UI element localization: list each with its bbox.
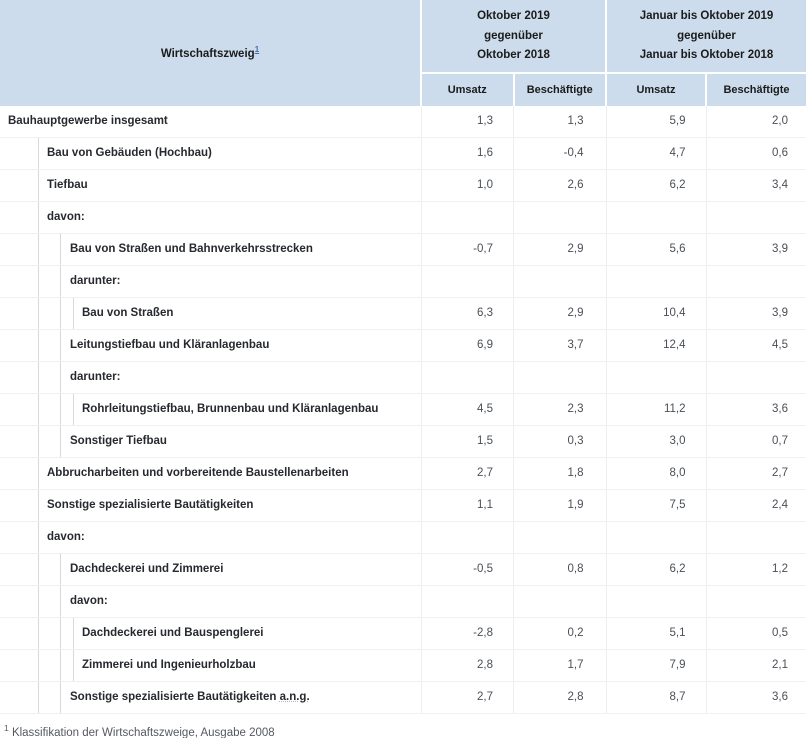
indent-guide-line: [38, 202, 39, 233]
indent-guide-line: [73, 650, 74, 681]
row-label: Leitungstiefbau und Kläranlagenbau: [70, 338, 270, 351]
value-cell: 0,6: [706, 137, 806, 169]
table-row: [0, 233, 806, 265]
table-row: [0, 585, 806, 617]
row-label: darunter:: [70, 370, 121, 383]
indent-guide-line: [60, 362, 61, 393]
value-cell: 1,9: [514, 489, 607, 521]
value-cell: 11,2: [606, 393, 706, 425]
value-cell: 2,9: [514, 233, 607, 265]
indent-guide-line: [38, 426, 39, 457]
value-cell: -0,7: [421, 233, 514, 265]
value-cell: 1,0: [421, 169, 514, 201]
row-label-cell: [0, 265, 421, 297]
indent-guide-line: [38, 618, 39, 649]
value-cell: 4,7: [606, 137, 706, 169]
row-label: Sonstige spezialisierte Bautätigkeiten a.n.g.: [70, 690, 310, 703]
value-cell: 2,8: [421, 649, 514, 681]
row-label-cell: [0, 329, 421, 361]
table-row: [0, 393, 806, 425]
value-cell: 6,2: [606, 169, 706, 201]
row-label: davon:: [47, 530, 85, 543]
row-label: Bauhauptgewerbe insgesamt: [8, 114, 168, 127]
value-cell: 3,4: [706, 169, 806, 201]
value-cell: 12,4: [606, 329, 706, 361]
footnote-marker: 1: [4, 722, 9, 733]
column-header-umsatz-kumuliert: Umsatz: [606, 73, 706, 106]
row-label: Bau von Gebäuden (Hochbau): [47, 146, 212, 159]
indent-guide-line: [60, 298, 61, 329]
row-label-cell: [0, 521, 421, 553]
indent-guide-line: [60, 266, 61, 297]
table-row: [0, 681, 806, 713]
row-label-cell: [0, 681, 421, 713]
value-cell: 5,6: [606, 233, 706, 265]
row-label-cell: [0, 585, 421, 617]
value-cell: 1,3: [421, 106, 514, 138]
table-row: [0, 617, 806, 649]
value-cell: 2,8: [514, 681, 607, 713]
value-cell: [706, 521, 806, 553]
row-label: davon:: [47, 210, 85, 223]
value-cell: 2,0: [706, 106, 806, 138]
row-label: Dachdeckerei und Bauspenglerei: [82, 626, 264, 639]
value-cell: [606, 201, 706, 233]
indent-guide-line: [38, 266, 39, 297]
value-cell: 3,9: [706, 233, 806, 265]
value-cell: 3,6: [706, 681, 806, 713]
indent-guide-line: [38, 490, 39, 521]
group-header-line-1: Januar bis Oktober 2019: [639, 10, 774, 22]
indent-guide-line: [38, 682, 39, 713]
value-cell: [514, 585, 607, 617]
indent-guide-line: [60, 650, 61, 681]
value-cell: 6,3: [421, 297, 514, 329]
row-label-cell: [0, 106, 421, 138]
value-cell: [421, 361, 514, 393]
column-header-beschaeftigte-oktober: Beschäftigte: [514, 73, 607, 106]
value-cell: [606, 361, 706, 393]
value-cell: 3,9: [706, 297, 806, 329]
row-label-cell: [0, 457, 421, 489]
row-label-cell: [0, 553, 421, 585]
row-label: Zimmerei und Ingenieurholzbau: [82, 658, 256, 671]
table-row: [0, 201, 806, 233]
indent-guide-line: [38, 170, 39, 201]
value-cell: [421, 521, 514, 553]
row-label-cell: [0, 361, 421, 393]
indent-guide-line: [38, 298, 39, 329]
row-label: Bau von Straßen und Bahnverkehrsstrecken: [70, 242, 313, 255]
row-label-cell: [0, 169, 421, 201]
value-cell: 2,1: [706, 649, 806, 681]
indent-guide-line: [60, 426, 61, 457]
row-label-cell: [0, 137, 421, 169]
indent-guide-line: [60, 330, 61, 361]
row-label-cell: [0, 425, 421, 457]
row-label-cell: [0, 297, 421, 329]
row-label-cell: [0, 649, 421, 681]
table-row: [0, 137, 806, 169]
value-cell: [514, 201, 607, 233]
group-header-line-2: gegenüber: [677, 29, 736, 42]
row-label: Abbrucharbeiten und vorbereitende Baustellenarbeiten: [47, 466, 349, 479]
value-cell: [706, 201, 806, 233]
table-header: [0, 0, 806, 106]
row-label: Sonstige spezialisierte Bautätigkeiten: [47, 498, 254, 511]
value-cell: 0,3: [514, 425, 607, 457]
group-header-line-1: Oktober 2019: [477, 10, 550, 22]
row-label: Sonstiger Tiefbau: [70, 434, 167, 447]
column-header-beschaeftigte-kumuliert: Beschäftigte: [706, 73, 806, 106]
value-cell: 1,7: [514, 649, 607, 681]
group-header-line-2: gegenüber: [484, 29, 543, 42]
group-header-line-3: Januar bis Oktober 2018: [639, 49, 774, 62]
value-cell: [706, 361, 806, 393]
value-cell: [421, 585, 514, 617]
indent-guide-line: [38, 330, 39, 361]
indent-guide-line: [73, 298, 74, 329]
column-header-umsatz-oktober: Umsatz: [421, 73, 514, 106]
indent-guide-line: [60, 586, 61, 617]
row-label: darunter:: [70, 274, 121, 287]
value-cell: [514, 361, 607, 393]
row-label-cell: [0, 489, 421, 521]
table-row: [0, 169, 806, 201]
table-row: [0, 425, 806, 457]
indent-guide-line: [60, 618, 61, 649]
value-cell: 0,8: [514, 553, 607, 585]
indent-guide-line: [60, 554, 61, 585]
table-row: [0, 649, 806, 681]
footnote-text: Klassifikation der Wirtschaftszweige, Ausgabe 2008: [11, 726, 275, 738]
table-row: [0, 106, 806, 138]
value-cell: 2,7: [421, 457, 514, 489]
value-cell: 4,5: [421, 393, 514, 425]
row-label: davon:: [70, 594, 108, 607]
table-row: [0, 553, 806, 585]
value-cell: [606, 521, 706, 553]
value-cell: [421, 265, 514, 297]
value-cell: [421, 201, 514, 233]
value-cell: 1,3: [514, 106, 607, 138]
footnote-reference-link[interactable]: 1: [254, 44, 260, 54]
value-cell: [514, 265, 607, 297]
indent-guide-line: [38, 138, 39, 169]
value-cell: 10,4: [606, 297, 706, 329]
indent-guide-line: [73, 618, 74, 649]
value-cell: [606, 265, 706, 297]
column-header-wirtschaftszweig: [0, 0, 421, 106]
row-label: Dachdeckerei und Zimmerei: [70, 562, 224, 575]
value-cell: -2,8: [421, 617, 514, 649]
value-cell: -0,4: [514, 137, 607, 169]
spellcheck-marked-text: a.n.g.: [279, 690, 310, 703]
value-cell: 0,2: [514, 617, 607, 649]
value-cell: -0,5: [421, 553, 514, 585]
header-row-groups: [0, 0, 806, 73]
indent-guide-line: [60, 234, 61, 265]
value-cell: 2,6: [514, 169, 607, 201]
value-cell: 1,8: [514, 457, 607, 489]
value-cell: 5,9: [606, 106, 706, 138]
value-cell: 1,1: [421, 489, 514, 521]
value-cell: 8,0: [606, 457, 706, 489]
table-row: [0, 361, 806, 393]
value-cell: 6,9: [421, 329, 514, 361]
row-label: Bau von Straßen: [82, 306, 174, 319]
value-cell: 6,2: [606, 553, 706, 585]
value-cell: 0,7: [706, 425, 806, 457]
value-cell: 8,7: [606, 681, 706, 713]
table-footnote: [4, 723, 810, 738]
column-group-header-oktober: [421, 0, 606, 73]
indent-guide-line: [60, 682, 61, 713]
indent-guide-line: [60, 394, 61, 425]
row-label-cell: [0, 617, 421, 649]
value-cell: 2,4: [706, 489, 806, 521]
indent-guide-line: [38, 554, 39, 585]
row-label-cell: [0, 393, 421, 425]
table-row: [0, 265, 806, 297]
value-cell: 2,7: [706, 457, 806, 489]
table-row: [0, 521, 806, 553]
row-label: Tiefbau: [47, 178, 88, 191]
value-cell: 1,5: [421, 425, 514, 457]
value-cell: 3,6: [706, 393, 806, 425]
column-group-header-januar-bis-oktober: [606, 0, 806, 73]
stub-header-label: Wirtschaftszweig: [160, 47, 255, 60]
row-label: Rohrleitungstiefbau, Brunnenbau und Kläranlagenbau: [82, 402, 379, 415]
value-cell: 7,5: [606, 489, 706, 521]
value-cell: 5,1: [606, 617, 706, 649]
indent-guide-line: [38, 458, 39, 489]
value-cell: 3,0: [606, 425, 706, 457]
value-cell: [706, 265, 806, 297]
value-cell: 4,5: [706, 329, 806, 361]
row-label-cell: [0, 233, 421, 265]
table-row: [0, 297, 806, 329]
table-body: [0, 106, 806, 714]
value-cell: 1,6: [421, 137, 514, 169]
value-cell: 3,7: [514, 329, 607, 361]
group-header-line-3: Oktober 2018: [477, 49, 550, 62]
indent-guide-line: [38, 522, 39, 553]
value-cell: [606, 585, 706, 617]
value-cell: [706, 585, 806, 617]
table-row: [0, 489, 806, 521]
value-cell: 0,5: [706, 617, 806, 649]
table-row: [0, 329, 806, 361]
indent-guide-line: [73, 394, 74, 425]
indent-guide-line: [38, 362, 39, 393]
row-label-cell: [0, 201, 421, 233]
value-cell: 1,2: [706, 553, 806, 585]
value-cell: [514, 521, 607, 553]
value-cell: 2,3: [514, 393, 607, 425]
indent-guide-line: [38, 394, 39, 425]
table-row: [0, 457, 806, 489]
value-cell: 2,7: [421, 681, 514, 713]
indent-guide-line: [38, 586, 39, 617]
value-cell: 7,9: [606, 649, 706, 681]
indent-guide-line: [38, 650, 39, 681]
indent-guide-line: [38, 234, 39, 265]
value-cell: 2,9: [514, 297, 607, 329]
